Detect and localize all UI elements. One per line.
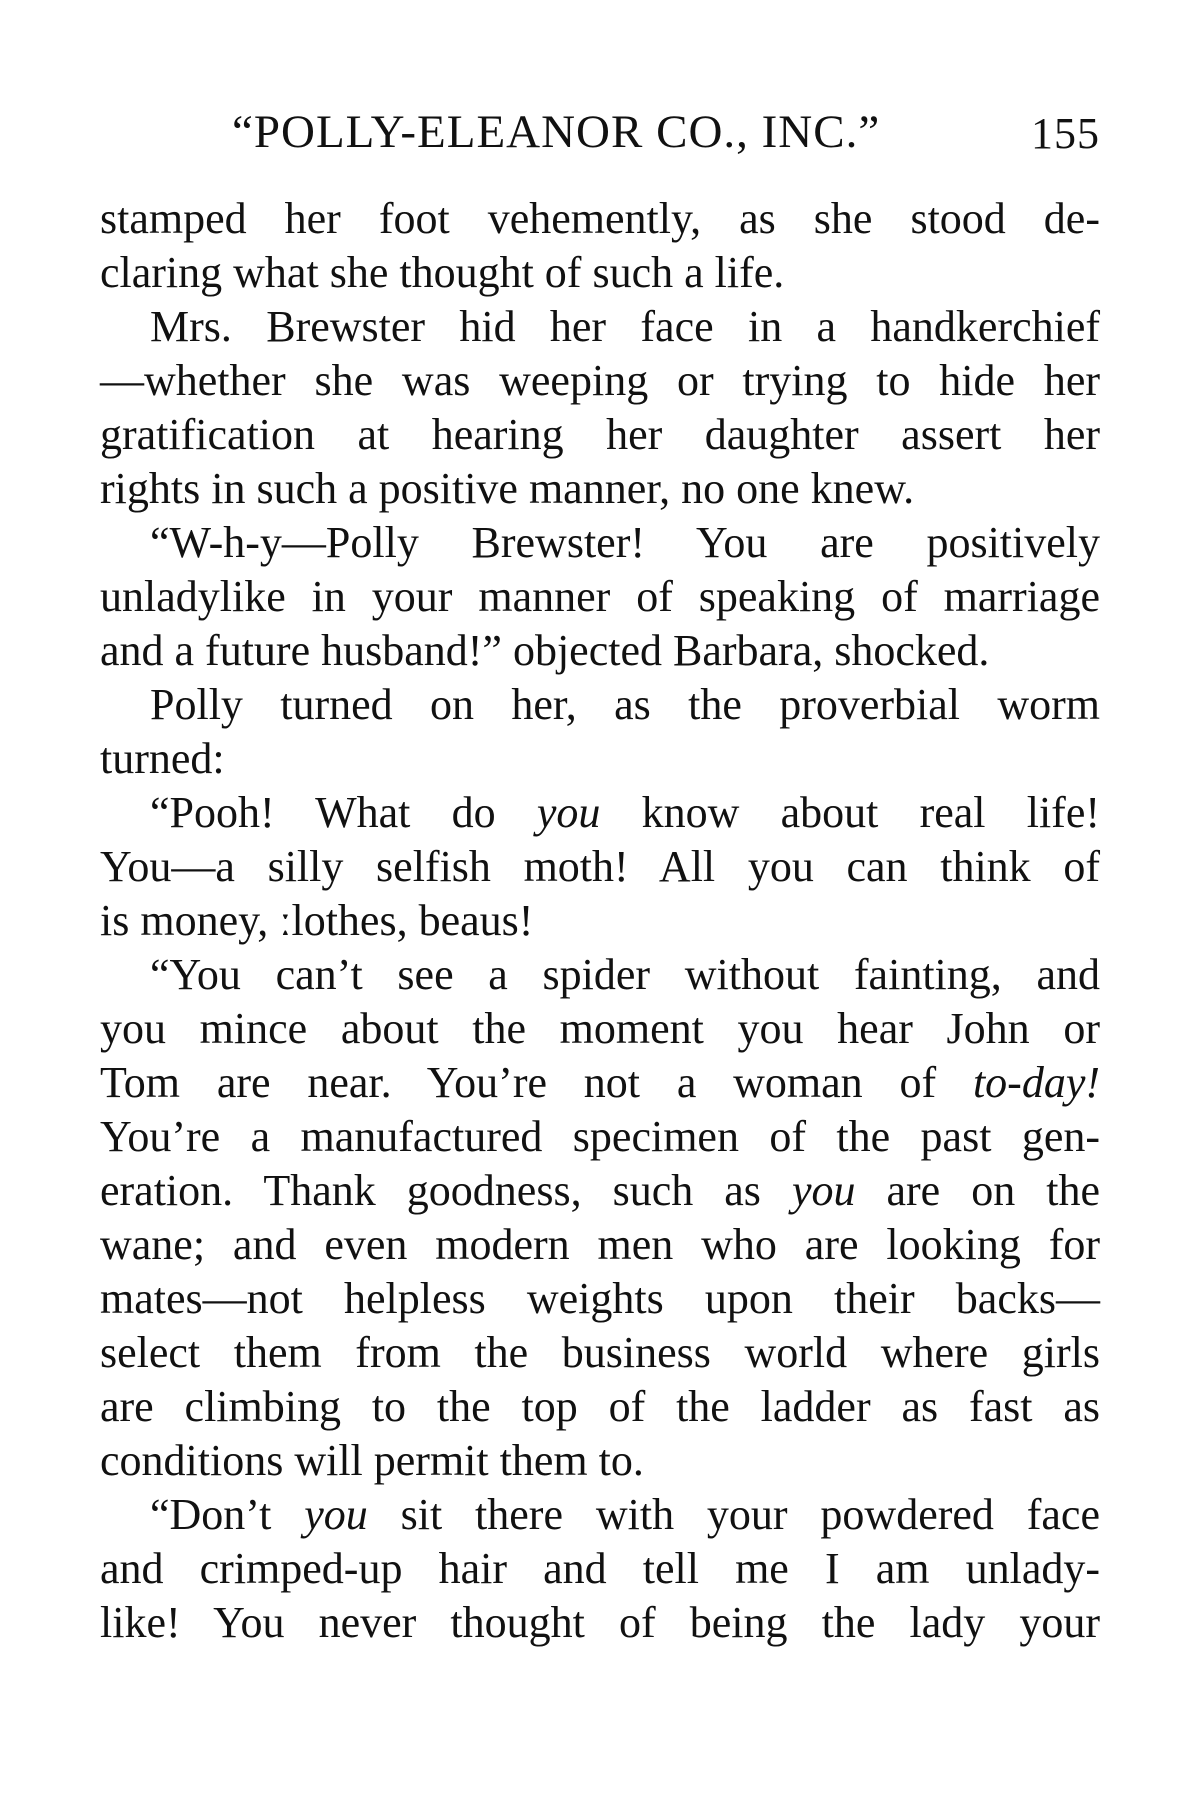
text-line bbox=[100, 570, 1100, 624]
text-segment: Polly turned on her, as the proverbial worm bbox=[150, 680, 1100, 729]
text-line bbox=[100, 840, 1100, 894]
text-line bbox=[100, 894, 1100, 948]
running-head bbox=[232, 102, 1100, 162]
text-line bbox=[100, 1434, 1100, 1488]
text-line bbox=[100, 246, 1100, 300]
italic-text: you bbox=[304, 1490, 368, 1539]
text-segment: eration. Thank goodness, such as bbox=[100, 1166, 792, 1215]
text-line bbox=[100, 300, 1100, 354]
text-segment: “Don’t bbox=[150, 1490, 305, 1539]
text-line bbox=[100, 462, 1100, 516]
text-segment: conditions will permit them to. bbox=[100, 1436, 644, 1485]
text-segment: Tom are near. You’re not a woman of bbox=[100, 1058, 973, 1107]
page-number: 155 bbox=[1031, 109, 1100, 158]
text-segment: are on the bbox=[855, 1166, 1101, 1215]
text-segment: like! You never thought of being the lady your bbox=[100, 1598, 1100, 1647]
text-line bbox=[100, 1002, 1100, 1056]
text-segment: “W-h-y—Polly Brewster! You are positively bbox=[150, 518, 1100, 567]
italic-text: you bbox=[791, 1166, 856, 1215]
text-line bbox=[100, 1542, 1100, 1596]
text-segment: unladylike in your manner of speaking of marriage bbox=[100, 572, 1100, 621]
text-line bbox=[100, 624, 1100, 678]
text-segment: select them from the business world where girls bbox=[100, 1328, 1100, 1377]
text-line bbox=[100, 1218, 1100, 1272]
text-line bbox=[100, 354, 1100, 408]
text-segment: rights in such a positive manner, no one knew. bbox=[100, 464, 915, 513]
text-segment: sit there with your powdered face bbox=[367, 1490, 1100, 1539]
text-segment: you mince about the moment you hear John or bbox=[100, 1004, 1100, 1053]
text-line bbox=[100, 948, 1100, 1002]
text-segment: and crimped-up hair and tell me I am unlady- bbox=[100, 1544, 1100, 1593]
text-line bbox=[100, 1488, 1100, 1542]
text-segment: stamped her foot vehemently, as she stood de- bbox=[100, 194, 1100, 243]
text-segment: mates—not helpless weights upon their backs— bbox=[100, 1274, 1100, 1323]
body-text bbox=[100, 192, 1100, 1650]
running-head-title: “POLLY-ELEANOR CO., INC.” bbox=[232, 106, 881, 158]
text-segment: are climbing to the top of the ladder as fast as bbox=[100, 1382, 1100, 1431]
text-segment: and a future husband!” objected Barbara, shocked. bbox=[100, 626, 990, 675]
text-line bbox=[100, 1272, 1100, 1326]
text-line bbox=[100, 786, 1100, 840]
text-segment: You—a silly selfish moth! All you can think of bbox=[100, 842, 1100, 891]
text-line bbox=[100, 1596, 1100, 1650]
italic-text: to-day! bbox=[972, 1058, 1100, 1107]
text-segment: —whether she was weeping or trying to hide her bbox=[100, 356, 1100, 405]
text-segment: know about real life! bbox=[600, 788, 1101, 837]
text-segment: Mrs. Brewster hid her face in a handkerchief bbox=[150, 302, 1100, 351]
text-segment: “Pooh! What do bbox=[150, 788, 537, 837]
text-line bbox=[100, 1380, 1100, 1434]
text-line bbox=[100, 1110, 1100, 1164]
text-line bbox=[100, 1056, 1100, 1110]
text-segment: gratification at hearing her daughter assert her bbox=[100, 410, 1100, 459]
text-line bbox=[100, 1326, 1100, 1380]
text-segment: “You can’t see a spider without fainting, and bbox=[150, 950, 1100, 999]
text-segment: wane; and even modern men who are looking for bbox=[100, 1220, 1100, 1269]
text-segment: is money, ːlothes, beaus! bbox=[100, 896, 534, 945]
text-line bbox=[100, 408, 1100, 462]
text-segment: claring what she thought of such a life. bbox=[100, 248, 785, 297]
text-segment: turned: bbox=[100, 734, 225, 783]
text-line bbox=[100, 678, 1100, 732]
text-line bbox=[100, 192, 1100, 246]
text-line bbox=[100, 1164, 1100, 1218]
italic-text: you bbox=[536, 788, 601, 837]
text-line bbox=[100, 516, 1100, 570]
text-segment: You’re a manufactured specimen of the past gen- bbox=[100, 1112, 1100, 1161]
text-line bbox=[100, 732, 1100, 786]
